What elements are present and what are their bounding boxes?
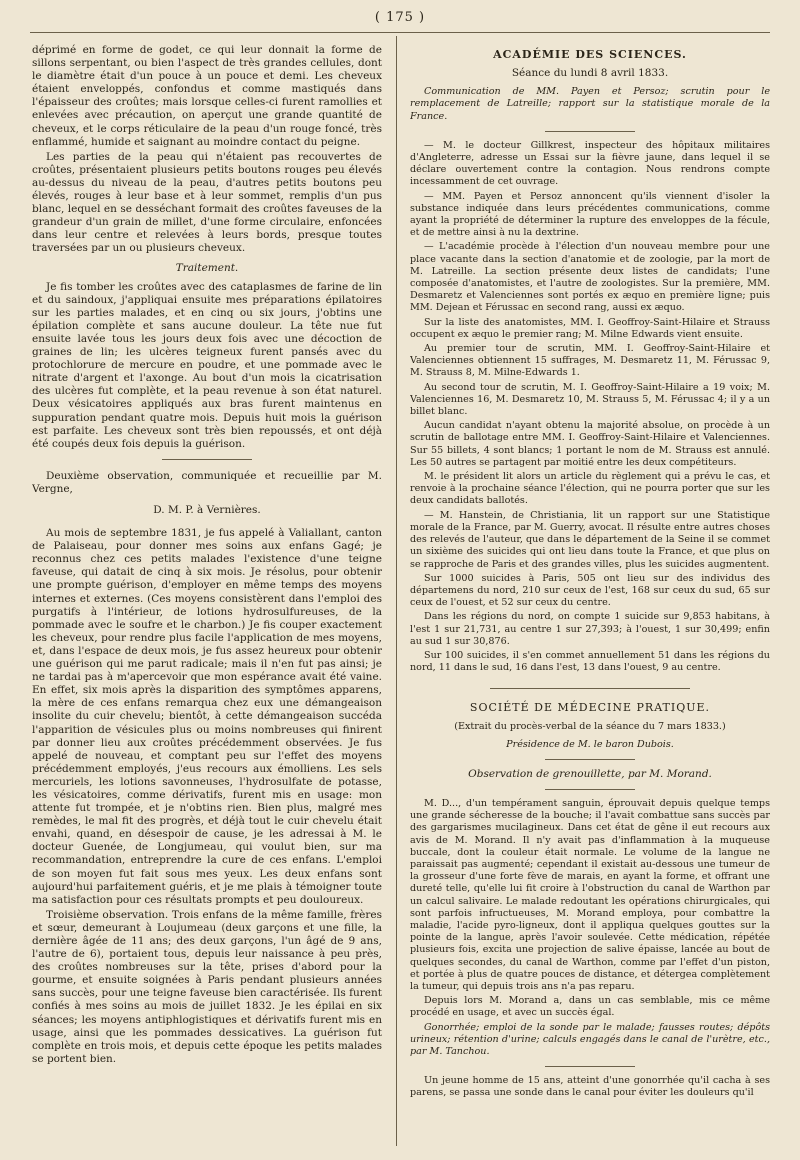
society-title: SOCIÉTÉ DE MÉDECINE PRATIQUE. xyxy=(469,701,711,715)
separator xyxy=(162,459,252,460)
paragraph: Depuis lors M. Morand a, dans un cas semblable, mis ce même procédé en usage, et avec un succès égal. xyxy=(410,995,770,1019)
separator xyxy=(545,759,635,760)
paragraph: Dans les régions du nord, on compte 1 suicide sur 9,853 habitans, à l'est 1 sur 21,731, au centre 1 sur 27,393; à l'ouest, 1 sur 30,499; enfin au sud 1 sur 30,876. xyxy=(410,611,770,647)
section-title-traitement: Traitement. xyxy=(175,261,239,274)
paragraph: Sur 1000 suicides à Paris, 505 ont lieu sur des individus des départemens du nord, 210 sur ceux de l'est, 168 sur ceux du sud, 65 sur ceux de l'ouest, et 52 sur ceux du centre. xyxy=(410,572,770,609)
paragraph: Je fis tomber les croûtes avec des cataplasmes de farine de lin et du saindoux, j'appliquai ensuite mes préparations épilatoires sur les parties malades, et en cinq ou six jours, j'obtins une épilation complète et sans aucune douleur. La tête nue fut ensuite lavée tous les jours deux fois avec une décoction de graines de lin; les ulcères teigneux furent pansés avec du protochlorure de mercure en poudre, et une pommade avec le nitrate d'argent et l'axonge. Au bout d'un mois la cicatrisation des ulcères fut complète, et la peau revenue à son état naturel. Deux vésicatoires appliqués aux bras furent maintenus en suppuration pendant quatre mois. Depuis huit mois la guérison est parfaite. Les cheveux sont très bien repoussés, et ont déjà été coupés deux fois depuis la guérison. xyxy=(32,280,382,450)
column-divider xyxy=(396,36,397,1146)
paragraph: Au premier tour de scrutin, MM. I. Geoffroy-Saint-Hilaire et Valenciennes obtiennent 15 suffrages, M. Desmaretz 11, M. Férussac 9, M. Strauss 8, M. Milne-Edwards 1. xyxy=(410,343,770,379)
gonorrhee-summary: Gonorrhée; emploi de la sonde par le malade; fausses routes; dépôts urineux; rétention d'urine; calculs engagés dans le canal de l'urètre, etc., par M. Tanchou. xyxy=(410,1021,770,1058)
society-extract: (Extrait du procès-verbal de la séance du 7 mars 1833.) xyxy=(454,720,726,732)
paragraph: M. D..., d'un tempérament sanguin, éprouvait depuis quelque temps une grande sécheresse de la bouche; il l'avait combattue sans succès par des gargarismes mucilagineux. Dans cet état de gêne il eut recours aux avis de M. Morand. Il n'y avait pas d'inflammation à la muqueuse buccale, dont la couleur était normale. Le volume de la langue ne paraissait pas augmenté; cependant il existait au-dessous une tumeur de la grosseur d'une forte fève de marais, en ayant la forme, et offrant une dureté telle, qu'elle lui fit croire à l'obstruction du canal de Warthon par un calcul salivaire. Le malade redoutant les opérations chirurgicales, qui sont parfois infructueuses, M. Morand employa, pour combattre la maladie, l'acide pyro-ligneux, dont il appliqua quelques gouttes sur la pointe de la langue, après l'avoir soulevée. Cette médication, répétée plusieurs fois, excita une projection de salive épaisse, lancée au bout de quelques secondes, du canal de Warthon, comme par l'effet d'un piston, et portée à plus de quatre pouces de distance, et détergea complètement la tumeur, qui depuis trois ans n'a pas reparu. xyxy=(410,798,770,993)
observation-title: Observation de grenouillette, par M. Morand. xyxy=(468,767,712,780)
separator xyxy=(545,1066,635,1067)
paragraph: — L'académie procède à l'élection d'un nouveau membre pour une place vacante dans la section d'anatomie et de zoologie, par la mort de M. Latreille. La section présente deux listes de candidats; l'une composée d'anatomistes, et l'autre de zoologistes. Sur la première, MM. Desmaretz et Valenciennes sont portés ex æquo en première ligne; puis MM. Dejean et Férussac en second rang, aussi ex æquo. xyxy=(410,241,770,314)
observation-author: D. M. P. à Vernières. xyxy=(153,504,261,516)
paragraph: Au mois de septembre 1831, je fus appelé à Valiallant, canton de Palaiseau, pour donner mes soins aux enfans Gagé; je reconnus chez ces petits malades l'existence d'une teigne faveuse, qui datait de cinq à six mois. Je résolus, pour obtenir une prompte guérison, d'employer en même temps des moyens internes et externes. (Ces moyens consistèrent dans l'emploi des purgatifs à l'intérieur, de lotions hydrosulfureuses, de la pommade avec le soufre et le charbon.) Je fis couper exactement les cheveux, pour rendre plus facile l'application de mes moyens, et, dans l'espace de deux mois, je fus assez heureux pour obtenir une guérison qui me parut radicale; mais il n'en fut pas ainsi; je ne tardai pas à m'apercevoir que mon espérance avait été vaine. En effet, six mois après la disparition des symptômes apparens, la mère de ces enfans remarqua chez eux une démangeaison insolite du cuir chevelu; bientôt, à cette démangeaison succéda l'apparition de vésicules plus ou moins nombreuses qui finirent par donner lieu aux croûtes précédemment observées. Je fus appelé de nouveau, et comptant peu sur l'effet des moyens précédemment employés, j'eus recours aux émolliens. Les sels mercuriels, les lotions savonneuses, l'hydrosulfate de potasse, les vésicatoires, comme dérivatifs, furent mis en usage: mon attente fut trompée, et je n'obtins rien. Bien plus, malgré mes remèdes, le mal fit des progrès, et déjà tout le cuir chevelu était envahi, quand, en désespoir de cause, je les adressai à M. le docteur Guenée, de Longjumeau, qui voulut bien, sur ma recommandation, entreprendre la cure de ces enfans. L'emploi de son moyen fut fait sous mes yeux. Les deux enfans sont aujourd'hui parfaitement guéris, et je me plais à témoigner toute ma satisfaction pour ces résultats prompts et peu douloureux. xyxy=(32,527,382,906)
paragraph: Les parties de la peau qui n'étaient pas recouvertes de croûtes, présentaient plusieurs petits boutons rouges peu élevés au-dessus du niveau de la peau, d'autres petits boutons peu élevés, rouges à leur base et à leur sommet, remplis d'un pus blanc, lequel en se desséchant formait des croûtes faveuses de la grandeur d'un grain de millet, d'une forme circulaire, enfoncées dans leur centre et relevées à leurs bords, presque toutes traversées par un ou plusieurs cheveux. xyxy=(32,150,382,255)
paragraph: M. le président lit alors un article du règlement qui a prévu le cas, et renvoie à la prochaine séance l'élection, qui ne pourra porter que sur les deux candidats ballotés. xyxy=(410,471,770,507)
paragraph: Sur la liste des anatomistes, MM. I. Geoffroy-Saint-Hilaire et Strauss occupent ex æquo le premier rang; M. Milne Edwards vient ensuite. xyxy=(410,316,770,340)
paragraph: Sur 100 suicides, il s'en commet annuellement 51 dans les régions du nord, 11 dans le sud, 16 dans l'est, 13 dans l'ouest, 9 au centre. xyxy=(410,649,770,674)
section-rule xyxy=(410,680,770,693)
paragraph: Un jeune homme de 15 ans, atteint d'une gonorrhée qu'il cacha à ses parens, se passa une sonde dans le canal pour éviter les douleurs qu'il xyxy=(410,1075,770,1099)
paragraph: Au second tour de scrutin, M. I. Geoffroy-Saint-Hilaire a 19 voix; M. Valenciennes 16, M. Desmaretz 10, M. Strauss 5, M. Férussac 4; il y a un billet blanc. xyxy=(410,381,770,418)
paragraph: — M. Hanstein, de Christiania, lit un rapport sur une Statistique morale de la France, par M. Guerry, avocat. Il résulte entre autres choses des relevés de l'auteur, que dans le département de la Seine il se commet un sixième des suicides qui ont lieu dans toute la France, et que plus on se rapproche de Paris et des grandes villes, plus les suicides augmentent. xyxy=(410,509,770,570)
header-rule xyxy=(30,32,770,33)
communication-summary: Communication de MM. Payen et Persoz; scrutin pour le remplacement de Latreille; rapport sur la statistique morale de la France. xyxy=(410,86,770,122)
paragraph: Troisième observation. Trois enfans de la même famille, frères et sœur, demeurant à Loujumeau (deux garçons et une fille, la dernière âgée de 11 ans; des deux garçons, l'un âgé de 9 ans, l'autre de 6), portaient tous, depuis leur naissance à peu près, des croûtes nombreuses sur la tête, prises d'abord pour la gourme, et ensuite soignées à Paris pendant plusieurs années sans succès, pour une teigne faveuse bien caractérisée. Ils furent confiés à mes soins au mois de juillet 1832. Je les épilai en six séances; les moyens antiphlogistiques et dérivatifs furent mis en usage, ainsi que les pommades dessicatives. La guérison fut complète en trois mois, et depuis cette époque les petits malades se portent bien. xyxy=(32,908,382,1065)
paragraph: Aucun candidat n'ayant obtenu la majorité absolue, on procède à un scrutin de ballotage entre MM. I. Geoffroy-Saint-Hilaire et Valenciennes. Sur 55 billets, 4 sont blancs; 1 portant le nom de M. Strauss est annulé. Les 50 autres se partagent par moitié entre les deux compétiteurs. xyxy=(410,420,770,468)
observation-title: Deuxième observation, communiquée et recueillie par M. Vergne, xyxy=(32,469,382,495)
separator xyxy=(545,131,635,132)
left-column xyxy=(32,44,382,1140)
paragraph: déprimé en forme de godet, ce qui leur donnait la forme de sillons serpentant, ou bien l'aspect de très grandes cellules, dont le diamètre était d'un pouce à un pouce et demi. Les cheveux étaient enveloppés, confondus et comme mastiqués dans l'épaisseur des croûtes; mais lorsque celles-ci furent ramollies et enlevées avec précaution, on aperçut une grande quantité de cheveux, et le corps réticulaire de la peau d'un rouge foncé, très enflammé, humide et saignant au moindre contact du peigne. xyxy=(32,44,382,148)
paragraph: — M. le docteur Gillkrest, inspecteur des hôpitaux militaires d'Angleterre, adresse un Essai sur la fièvre jaune, dans lequel il se déclare ouvertement contre la contagion. Nous rendrons compte incessamment de cet ouvrage. xyxy=(410,139,770,188)
page-number: ( 175 ) xyxy=(374,10,426,25)
academy-date: Séance du lundi 8 avril 1833. xyxy=(511,67,669,80)
paragraph: — MM. Payen et Persoz annoncent qu'ils viennent d'isoler la substance indiquée dans leurs précédentes communications, comme ayant la propriété de déterminer la rupture des enveloppes de la fécule, et de mettre ainsi à nu la dextrine. xyxy=(410,190,770,239)
society-presidence: Présidence de M. le baron Dubois. xyxy=(506,738,674,750)
separator xyxy=(545,789,635,790)
academy-title: ACADÉMIE DES SCIENCES. xyxy=(493,48,687,61)
right-column xyxy=(410,44,770,1140)
